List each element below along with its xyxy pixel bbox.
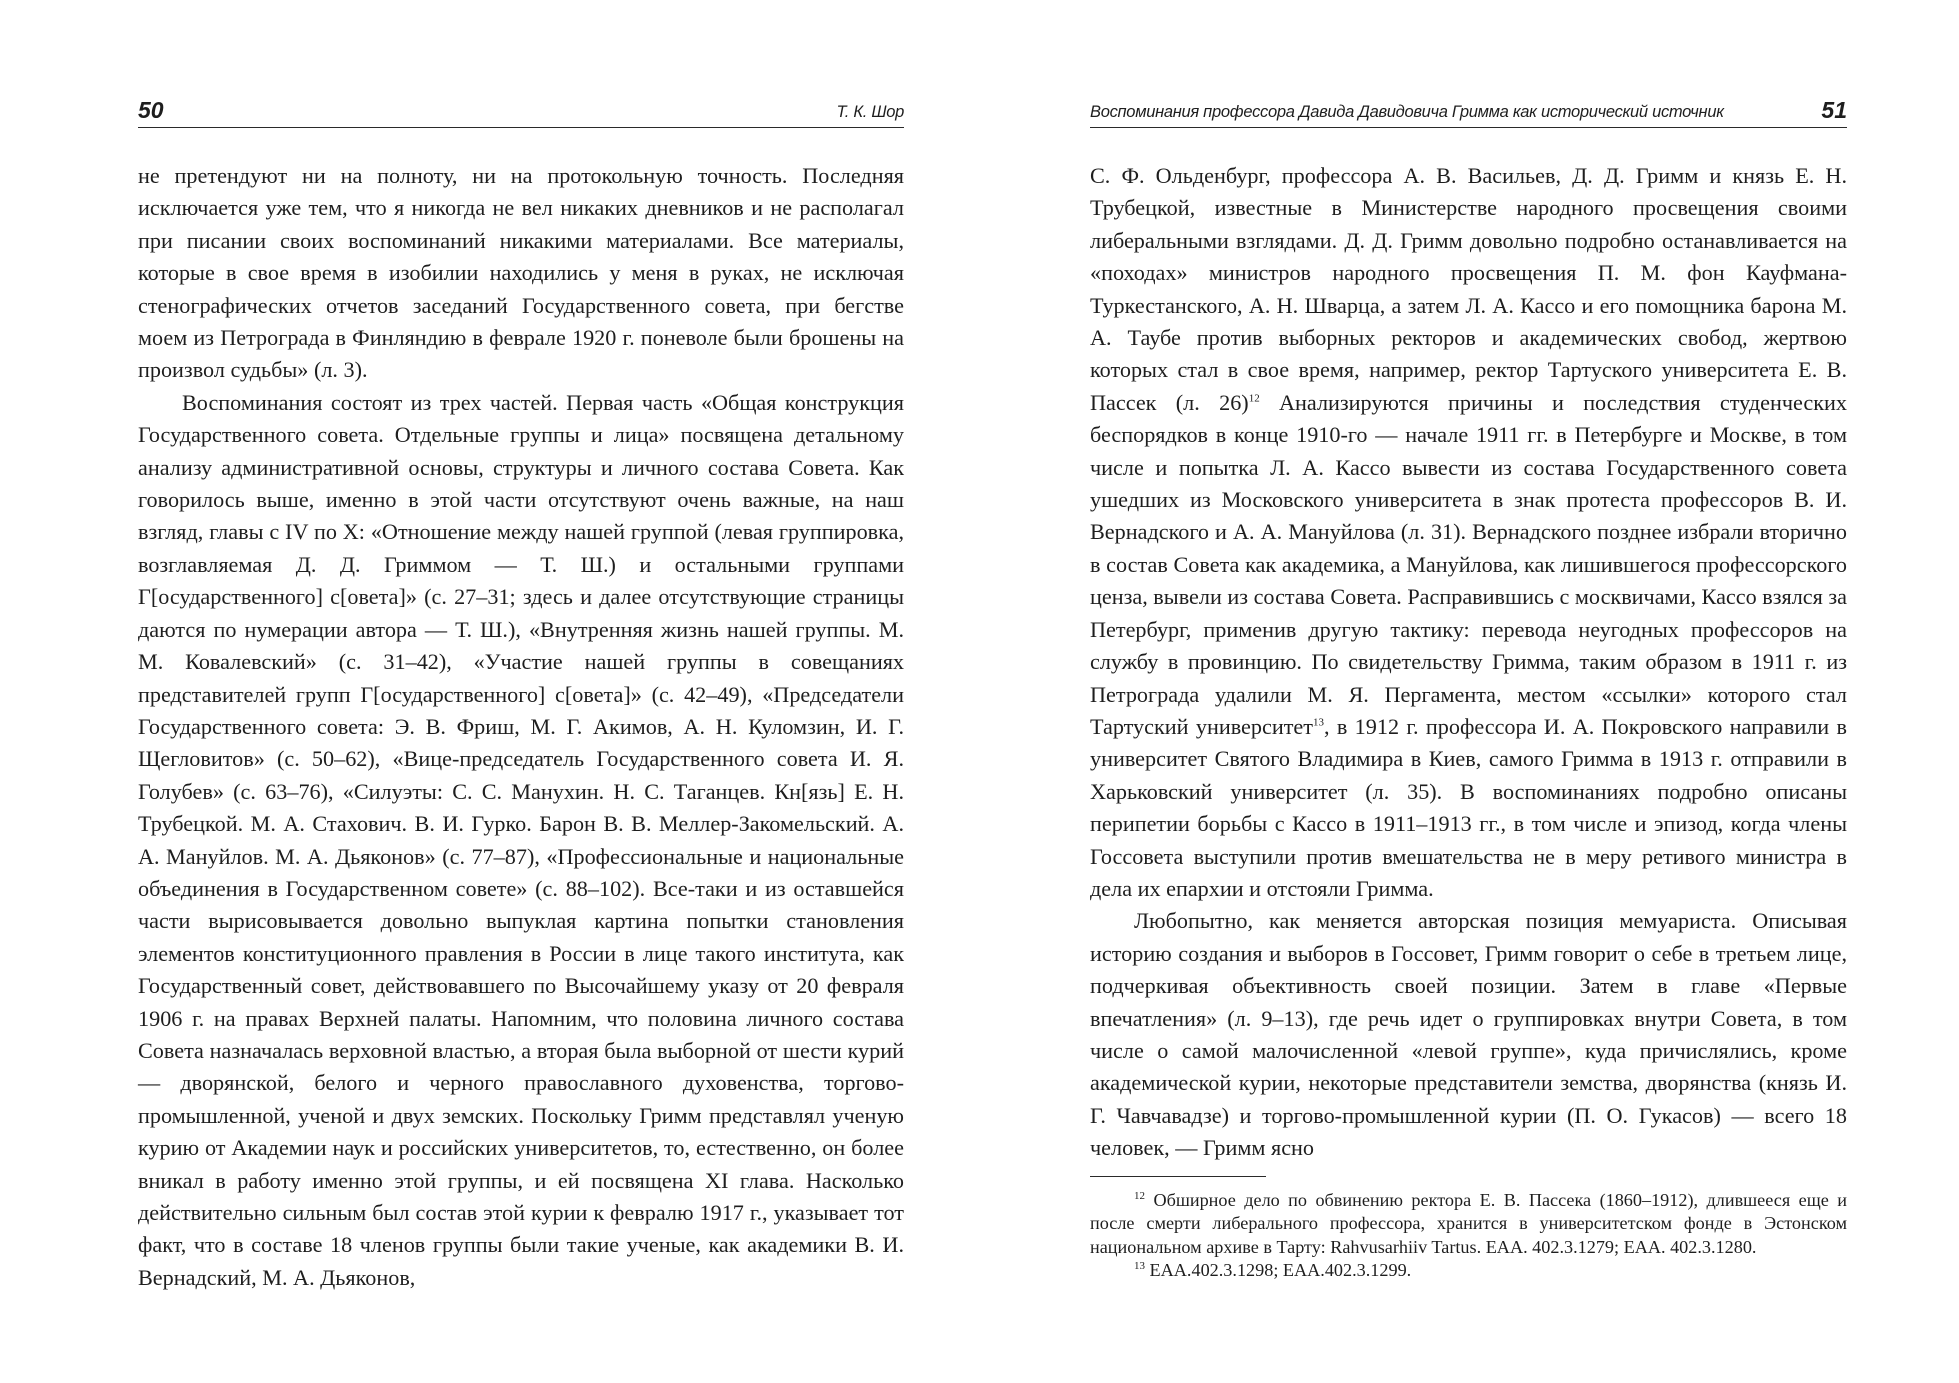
left-paragraph-1: не претендуют ни на полноту, ни на протокольную точность. Последняя исключается уже тем, что я никогда не вел никаких дневников и не располагал при писании своих воспоминаний никакими материалами. Все материалы, которые в свое время в изобилии находились у меня в руках, не исключая стенографических отчетов заседаний Государственного совета, при бегстве моем из Петрограда в Финляндию в феврале 1920 г. поневоле были брошены на произвол судьбы» (л. 3). — [138, 163, 904, 383]
footnote-ref-13: 13 — [1312, 716, 1324, 729]
left-page-header — [138, 88, 904, 128]
right-header-rule — [1090, 127, 1847, 128]
right-page-number: 51 — [1821, 97, 1847, 123]
footnote-13 — [1090, 1259, 1847, 1283]
footnote-12-text: Обширное дело по обвинению ректора Е. В. Пассека (1860–1912), длившееся еще и после смерти либерального профессора, хранится в университетском фонде в Эстонском национальном архиве в Тарту: Rahvusarhiiv Tartus. EAA. 402.3.1279; EAA. 402.3.1280. — [1090, 1189, 1847, 1257]
left-page-number: 50 — [138, 97, 164, 123]
right-page-body — [1090, 160, 1847, 1283]
right-paragraph-1-part-a: С. Ф. Ольденбург, профессора А. В. Васильев, Д. Д. Гримм и князь Е. Н. Трубецкой, известные в Министерстве народного просвещения своими либеральными взглядами. Д. Д. Гримм довольно подробно останавливается на «походах» министров народного просвещения П. М. фон Кауфмана-Туркестанского, А. Н. Шварца, а затем Л. А. Кассо и его помощника барона М. А. Таубе против выборных ректоров и академических свобод, жертвою которых стал в свое время, например, ректор Тартуского университета Е. В. Пассек (л. 26) — [1090, 163, 1847, 415]
footnote-ref-12: 12 — [1248, 392, 1260, 405]
left-page-body — [138, 160, 904, 1294]
footnote-number-13: 13 — [1134, 1260, 1145, 1273]
right-running-head: Воспоминания профессора Давида Давидовича Гримма как исторический источник — [1090, 103, 1724, 121]
left-paragraph-2: Воспоминания состоят из трех частей. Первая часть «Общая конструкция Государственного совета. Отдельные группы и лица» посвящена детальному анализу административной основы, структуры и личного состава Совета. Как говорилось выше, именно в этой части отсутствуют очень важные, на наш взгляд, главы с IV по X: «Отношение между нашей группой (левая группировка, возглавляемая Д. Д. Гриммом — Т. Ш.) и остальными группами Г[осударственного] с[овета]» (с. 27–31; здесь и далее отсутствующие страницы даются по нумерации автора — Т. Ш.), «Внутренняя жизнь нашей группы. М. М. Ковалевский» (с. 31–42), «Участие нашей группы в совещаниях представителей групп Г[осударственного] с[овета]» (с. 42–49), «Председатели Государственного совета: Э. В. Фриш, М. Г. Акимов, А. Н. Куломзин, И. Г. Щегловитов» (с. 50–62), «Вице-председатель Государственного совета И. Я. Голубев» (с. 63–76), «Силуэты: С. С. Манухин. Н. С. Таганцев. Кн[язь] Е. Н. Трубецкой. М. А. Стахович. В. И. Гурко. Барон В. В. Меллер-Закомельский. А. А. Мануйлов. М. А. Дьяконов» (с. 77–87), «Профессиональные и национальные объединения в Государственном совете» (с. 88–102). Все-таки и из оставшейся части вырисовывается довольно выпуклая картина попытки становления элементов конституционного правления в России в лице такого института, как Государственный совет, действовавшего по Высочайшему указу от 20 февраля 1906 г. на правах Верхней палаты. Напомним, что половина личного состава Совета назначалась верховной властью, а вторая была выборной от шести курий — дворянской, белого и черного православного духовенства, торгово-промышленной, ученой и двух земских. Поскольку Гримм представлял ученую курию от Академии наук и российских университетов, то, естественно, он более вникал в работу именно этой группы, и ей посвящена XI глава. Насколько действительно сильным был состав этой курии к февралю 1917 г., указывает тот факт, что в составе 18 членов группы были такие ученые, как академики В. И. Вернадский, М. А. Дьяконов, — [138, 389, 904, 1290]
left-running-head: Т. К. Шор — [836, 103, 904, 121]
footnote-13-text: EAA.402.3.1298; EAA.402.3.1299. — [1145, 1260, 1412, 1281]
right-paragraph-2: Любопытно, как меняется авторская позиция мемуариста. Описывая историю создания и выборов в Госсовет, Гримм говорит о себе в третьем лице, подчеркивая объективность своей позиции. Затем в главе «Первые впечатления» (л. 9–13), где речь идет о группировках внутри Совета, в том числе о самой малочисленной «левой группе», куда причислялись, кроме академической курии, некоторые представители земства, дворянства (князь И. Г. Чавчавадзе) и торгово-промышленной курии (П. О. Гукасов) — всего 18 человек, — Гримм ясно — [1090, 908, 1847, 1161]
footnotes — [1090, 1189, 1847, 1283]
right-paragraph-1 — [1090, 160, 1847, 905]
right-page — [980, 0, 1959, 1383]
footnote-separator — [1090, 1176, 1266, 1177]
footnote-number-12: 12 — [1134, 1189, 1145, 1202]
right-paragraph-1-part-c: , в 1912 г. профессора И. А. Покровского направили в университет Святого Владимира в Киев, самого Гримма в 1913 г. отправили в Харьковский университет (л. 35). В воспоминаниях подробно описаны перипетии борьбы с Кассо в 1911–1913 гг., в том числе и эпизод, когда члены Госсовета выступили против вмешательства не в меру ретивого министра в дела их епархии и отстояли Гримма. — [1090, 713, 1847, 901]
right-page-header — [1090, 88, 1847, 128]
left-header-rule — [138, 127, 904, 128]
footnote-12 — [1090, 1189, 1847, 1260]
right-paragraph-1-part-b: Анализируются причины и последствия студенческих беспорядков в конце 1910-го — начале 1911 гг. в Петербурге и Москве, в том числе и попытка Л. А. Кассо вывести из состава Государственного совета ушедших из Московского университета в знак протеста профессоров В. И. Вернадского и А. А. Мануйлова (л. 31). Вернадского позднее избрали вторично в состав Совета как академика, а Мануйлова, как лишившегося профессорского ценза, вывели из состава Совета. Расправившись с москвичами, Кассо взялся за Петербург, применив другую тактику: перевода неугодных профессоров на службу в провинцию. По свидетельству Гримма, таким образом в 1911 г. из Петрограда удалили М. Я. Пергамента, местом «ссылки» которого стал Тартуский университет — [1090, 389, 1847, 739]
